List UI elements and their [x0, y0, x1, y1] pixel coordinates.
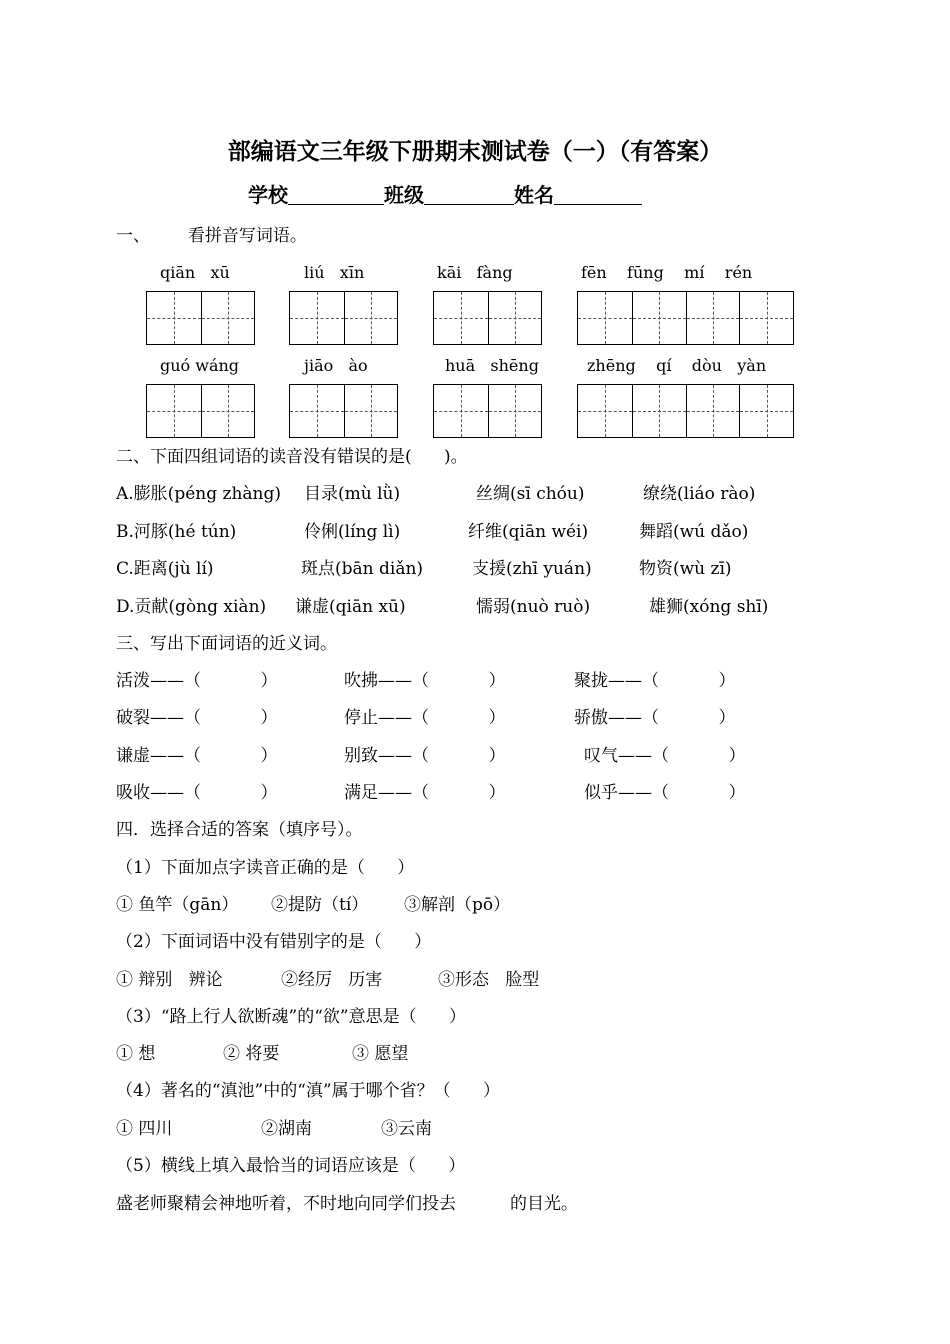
- choice: ②提防（tí）: [271, 895, 369, 915]
- pinyin: zhēng qí dòu yàn: [587, 356, 767, 375]
- option-row-c: C.距离(jù lí): [116, 559, 214, 579]
- choice: ③形态 脸型: [438, 970, 540, 990]
- option-item: 谦虚(qiān xū): [295, 597, 406, 617]
- choice: ① 辩别 辨论: [116, 970, 223, 990]
- option-item: 伶俐(líng lì): [304, 522, 401, 542]
- choice: ②湖南: [261, 1119, 312, 1139]
- pinyin: fēn fūng mí rén: [581, 263, 753, 282]
- choice: ① 想: [116, 1044, 156, 1064]
- writing-grid[interactable]: [146, 384, 255, 438]
- class-label: 班级: [384, 183, 424, 207]
- synonym-item[interactable]: 别致——（ ）: [344, 746, 506, 766]
- name-blank[interactable]: [554, 184, 642, 205]
- synonym-item[interactable]: 吹拂——（ ）: [344, 671, 506, 691]
- option-item: 支援(zhī yuán): [472, 559, 592, 579]
- option-item: 舞蹈(wú dǎo): [639, 522, 749, 542]
- class-blank[interactable]: [424, 184, 514, 205]
- synonym-item[interactable]: 叹气——（ ）: [584, 746, 746, 766]
- synonym-item[interactable]: 吸收——（ ）: [116, 783, 278, 803]
- choice: ① 鱼竿（gān）: [116, 895, 239, 915]
- writing-grid[interactable]: [289, 384, 398, 438]
- writing-grid[interactable]: [433, 291, 542, 345]
- pinyin: liú xīn: [304, 263, 365, 282]
- school-blank[interactable]: [288, 184, 384, 205]
- question-4: （4）著名的“滇池”中的“滇”属于哪个省？（ ）: [116, 1081, 501, 1101]
- writing-grid[interactable]: [577, 384, 794, 438]
- synonym-item[interactable]: 停止——（ ）: [344, 708, 506, 728]
- section-3-heading: 三、写出下面词语的近义词。: [116, 634, 337, 654]
- choice: ③ 愿望: [352, 1044, 409, 1064]
- synonym-item[interactable]: 破裂——（ ）: [116, 708, 278, 728]
- option-item: 纤维(qiān wéi): [468, 522, 589, 542]
- choice: ③解剖（pō）: [404, 895, 511, 915]
- choice: ②经厉 历害: [281, 970, 383, 990]
- question-2: （2）下面词语中没有错别字的是（ ）: [116, 932, 432, 952]
- option-row-d: D.贡献(gòng xiàn): [116, 597, 267, 617]
- writing-grid[interactable]: [146, 291, 255, 345]
- option-row-a: A.膨胀(péng zhàng): [116, 484, 281, 504]
- writing-grid[interactable]: [433, 384, 542, 438]
- question-1: （1）下面加点字读音正确的是（ ）: [116, 858, 415, 878]
- synonym-item[interactable]: 聚拢——（ ）: [574, 671, 736, 691]
- pinyin: qiān xū: [160, 263, 230, 282]
- option-item: 目录(mù lǜ): [304, 484, 401, 504]
- synonym-item[interactable]: 似乎——（ ）: [584, 783, 746, 803]
- section-4-heading: 四．选择合适的答案（填序号）。: [116, 820, 363, 840]
- section-1-heading: 一、 看拼音写词语。: [116, 226, 307, 246]
- option-item: 物资(wù zī): [639, 559, 732, 579]
- page-title: 部编语文三年级下册期末测试卷（一）（有答案）: [227, 139, 723, 165]
- option-item: 雄狮(xóng shī): [649, 597, 769, 617]
- choice: ① 四川: [116, 1119, 173, 1139]
- option-item: 丝绸(sī chóu): [476, 484, 585, 504]
- writing-grid[interactable]: [289, 291, 398, 345]
- school-label: 学校: [248, 183, 288, 207]
- choice: ② 将要: [223, 1044, 280, 1064]
- pinyin: kāi fàng: [437, 263, 513, 282]
- student-info: [248, 184, 642, 205]
- choice: ③云南: [381, 1119, 432, 1139]
- synonym-item[interactable]: 谦虚——（ ）: [116, 746, 278, 766]
- synonym-item[interactable]: 骄傲——（ ）: [574, 708, 736, 728]
- synonym-item[interactable]: 活泼——（ ）: [116, 671, 278, 691]
- question-5: （5）横线上填入最恰当的词语应该是（ ）: [116, 1156, 466, 1176]
- pinyin: jiāo ào: [304, 356, 368, 375]
- writing-grid[interactable]: [577, 291, 794, 345]
- pinyin: huā shēng: [445, 356, 539, 375]
- section-2-heading: 二、下面四组词语的读音没有错误的是( )。: [116, 447, 468, 467]
- question-3: （3）“路上行人欲断魂”的“欲”意思是（ ）: [116, 1007, 467, 1027]
- option-item: 斑点(bān diǎn): [301, 559, 424, 579]
- synonym-item[interactable]: 满足——（ ）: [344, 783, 506, 803]
- option-item: 懦弱(nuò ruò): [476, 597, 591, 617]
- option-row-b: B.河豚(hé tún): [116, 522, 237, 542]
- pinyin: guó wáng: [160, 356, 240, 375]
- question-5-sentence: 盛老师聚精会神地听着，不时地向同学们投去 的目光。: [116, 1194, 579, 1214]
- option-item: 缭绕(liáo rào): [643, 484, 756, 504]
- name-label: 姓名: [514, 183, 554, 207]
